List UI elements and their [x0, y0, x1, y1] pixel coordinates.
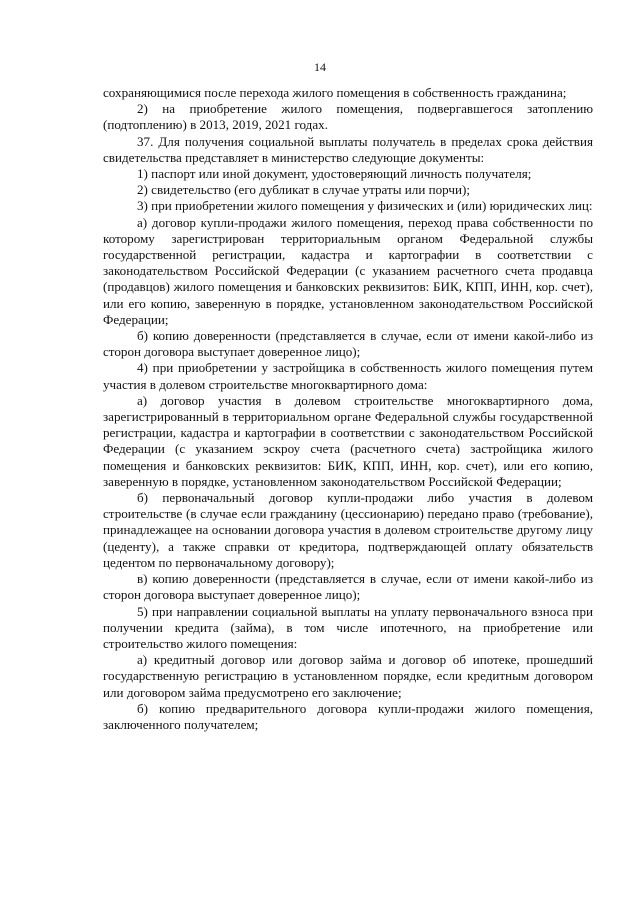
- paragraph: 3) при приобретении жилого помещения у физических и (или) юридических лиц:: [137, 198, 593, 214]
- paragraph: 5) при направлении социальной выплаты на уплату первоначального взноса при получении кредита (займа), в том числе ипотечного, на приобретение или строительство жилого помещения:: [103, 603, 593, 651]
- paragraph: б) копию предварительного договора купли-продажи жилого помещения, заключенного получателем;: [103, 700, 593, 732]
- paragraph: а) договор купли-продажи жилого помещения, переход права собственности по которому зарегистрирован территориальным органом Федеральной службы государственной регистрации, кадастра и картографии в соответствии с законодательством Российской Федерации (с указанием расчетного счета продавца (продавцов) жилого помещения и банковских реквизитов: БИК, КПП, ИНН, кор. счет), или его копию, заверенную в порядке, установленном законодательством Российской Федерации;: [103, 214, 593, 327]
- paragraph: 1) паспорт или иной документ, удостоверяющий личность получателя;: [137, 166, 532, 182]
- paragraph: б) первоначальный договор купли-продажи либо участия в долевом строительстве (в случае если гражданину (цессионарию) передано право (требование), принадлежащее на основании договора участия в долевом строительстве другому лицу (цеденту), а также справки от кредитора, подтверждающей оплату обязательств цедентом по первоначальному договору);: [103, 490, 593, 570]
- paragraph: в) копию доверенности (представляется в случае, если от имени какой-либо из сторон договора выступает доверенное лицо);: [103, 571, 593, 603]
- paragraph: а) договор участия в долевом строительстве многоквартирного дома, зарегистрированный в территориальном органе Федеральной службы государственной регистрации, кадастра и картографии в соответствии с законодательством Российской Федерации (с указанием эскроу счета (расчетного счета) застройщика жилого помещения и банковских реквизитов: БИК, КПП, ИНН, кор. счет), или его копию, заверенную в порядке, установленном законодательством Российской Федерации;: [103, 392, 593, 489]
- paragraph: сохраняющимися после перехода жилого помещения в собственность гражданина;: [103, 85, 567, 100]
- page-number: 14: [314, 60, 326, 74]
- paragraph: а) кредитный договор или договор займа и договор об ипотеке, прошедший государственную регистрацию в установленном порядке, если кредитным договором или договором займа предусмотрено его заключение;: [103, 652, 593, 700]
- paragraph: 2) на приобретение жилого помещения, подвергавшегося затоплению (подтоплению) в 2013, 2019, 2021 годах.: [103, 101, 593, 133]
- document-body: [103, 85, 593, 733]
- paragraph: б) копию доверенности (представляется в случае, если от имени какой-либо из сторон договора выступает доверенное лицо);: [103, 328, 593, 360]
- paragraph: 37. Для получения социальной выплаты получатель в пределах срока действия свидетельства представляет в министерство следующие документы:: [103, 133, 593, 165]
- paragraph: 4) при приобретении у застройщика в собственность жилого помещения путем участия в долевом строительстве многоквартирного дома:: [103, 360, 593, 392]
- paragraph: 2) свидетельство (его дубликат в случае утраты или порчи);: [137, 182, 470, 198]
